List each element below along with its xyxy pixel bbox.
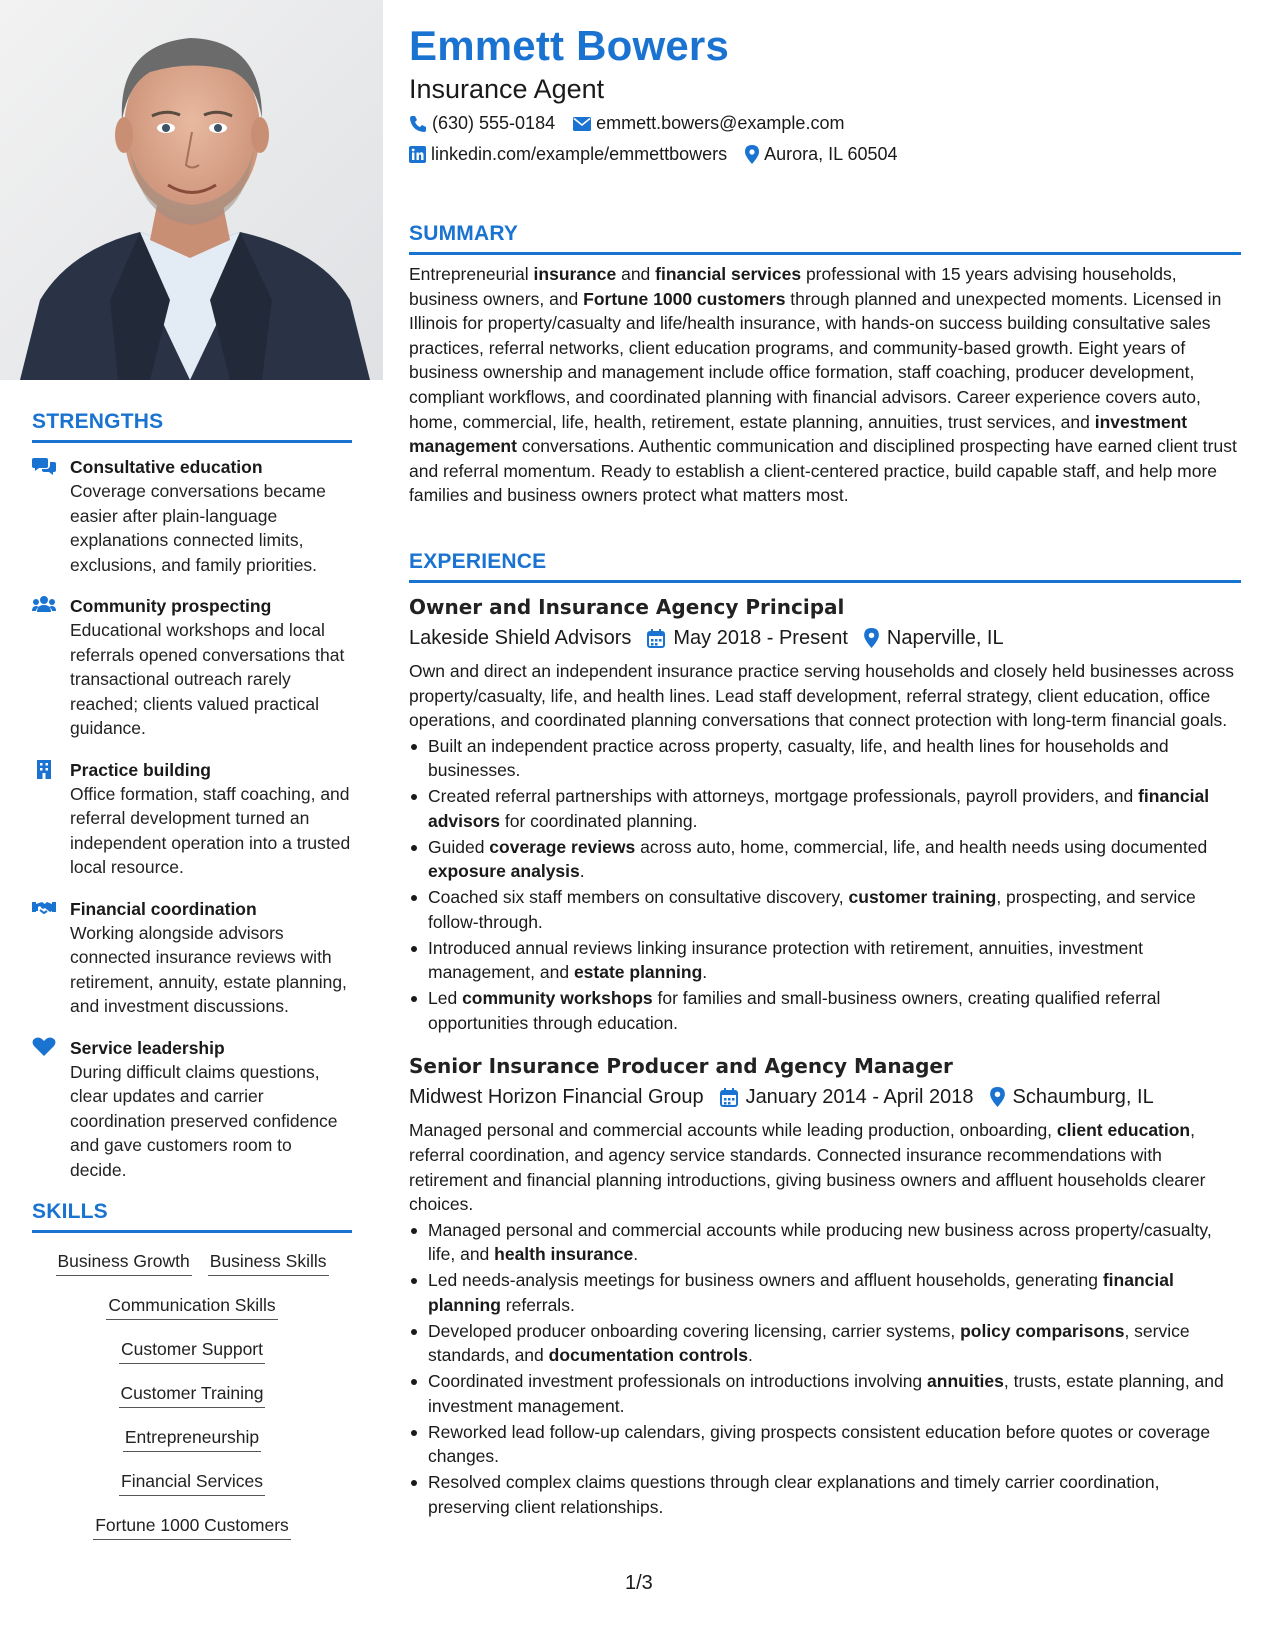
strength-description: During difficult claims questions, clear updates and carrier coordination preserved confidence and gave customers room to decide. bbox=[70, 1061, 338, 1180]
skills-heading: SKILLS bbox=[32, 1200, 352, 1233]
bullet-item: Coordinated investment professionals on introductions involving annuities, trusts, estate planning, and investment management. bbox=[409, 1369, 1241, 1418]
experience-list bbox=[409, 592, 1241, 1535]
job-meta bbox=[409, 623, 1241, 653]
strength-item bbox=[32, 1036, 352, 1183]
bullet-item: Led community workshops for families and small-business owners, creating qualified referral opportunities through education. bbox=[409, 986, 1241, 1035]
job-location bbox=[990, 1082, 1154, 1112]
linkedin-contact[interactable] bbox=[409, 144, 727, 165]
job-location bbox=[864, 623, 1004, 653]
dates-text: May 2018 - Present bbox=[673, 627, 848, 649]
strength-title: Practice building bbox=[70, 759, 211, 780]
skill-tag: Fortune 1000 Customers bbox=[93, 1513, 291, 1540]
skill-tag: Business Skills bbox=[208, 1249, 329, 1276]
job-dates bbox=[647, 623, 848, 653]
skills-list bbox=[32, 1249, 352, 1540]
phone-contact[interactable] bbox=[409, 113, 555, 134]
profile-photo bbox=[0, 0, 383, 380]
chat-bubbles-icon bbox=[32, 456, 56, 476]
users-icon bbox=[32, 595, 56, 615]
strength-description: Office formation, staff coaching, and referral development turned an independent operation into a trusted local resource. bbox=[70, 783, 351, 877]
linkedin-text: linkedin.com/example/emmettbowers bbox=[431, 144, 728, 164]
contact-row bbox=[409, 144, 916, 165]
job-description: Managed personal and commercial accounts while leading production, onboarding, client education, referral coordination, and agency service standards. Connected insurance recommendations with retirement and financial planning introductions, giving business owners and affluent households clearer choices. bbox=[409, 1120, 1206, 1215]
strength-title: Community prospecting bbox=[70, 596, 272, 616]
bullet-item: Built an independent practice across property, casualty, life, and health lines for households and businesses. bbox=[409, 734, 1241, 783]
phone-icon bbox=[409, 115, 427, 133]
calendar-icon bbox=[720, 1088, 738, 1107]
left-column bbox=[0, 0, 383, 1650]
job-bullets bbox=[409, 1218, 1241, 1520]
location-text: Aurora, IL 60504 bbox=[764, 144, 898, 164]
location-contact bbox=[745, 144, 897, 165]
bullet-item: Created referral partnerships with attorneys, mortgage professionals, payroll providers, and financial advisors for coordinated planning. bbox=[409, 784, 1241, 833]
experience-heading: EXPERIENCE bbox=[409, 550, 1241, 583]
bullet-item: Developed producer onboarding covering licensing, carrier systems, policy comparisons, service standards, and documentation controls. bbox=[409, 1319, 1241, 1368]
strength-title: Service leadership bbox=[70, 1037, 225, 1058]
candidate-name: Emmett Bowers bbox=[409, 22, 730, 69]
summary-heading: SUMMARY bbox=[409, 222, 1241, 255]
strengths-heading: STRENGTHS bbox=[32, 410, 352, 443]
job-bullets bbox=[409, 734, 1241, 1036]
skill-tag: Financial Services bbox=[119, 1469, 265, 1496]
strengths-list bbox=[32, 455, 352, 1182]
skill-tag: Communication Skills bbox=[106, 1293, 277, 1320]
skill-tag: Business Growth bbox=[56, 1249, 192, 1276]
skill-tag: Customer Training bbox=[119, 1381, 266, 1408]
company-name: Lakeside Shield Advisors bbox=[409, 627, 632, 649]
candidate-role: Insurance Agent bbox=[409, 74, 605, 104]
strength-item bbox=[32, 897, 352, 1019]
email-text: emmett.bowers@example.com bbox=[596, 113, 845, 133]
strength-description: Educational workshops and local referrals opened conversations that transactional outreach rarely reached; clients valued practical guidance. bbox=[70, 620, 345, 738]
strength-item bbox=[32, 594, 352, 741]
map-pin-icon bbox=[990, 1087, 1005, 1107]
summary-text: Entrepreneurial insurance and financial services professional with 15 years advising households, business owners, and Fortune 1000 customers through planned and unexpected moments. Licensed in Illinois for property/casualty and life/health insurance, with hands-on success building consultative sales practices, referral networks, client education programs, and community-based growth. Eight years of business ownership and management include office formation, staff coaching, producer development, compliant workflows, and coordinated planning with financial advisors. Career experience covers auto, home, commercial, life, health, retirement, estate planning, annuities, trust services, and investment management conversations. Authentic communication and disciplined prospecting have earned client trust and referral momentum. Ready to establish a client-centered practice, build capable staff, and help more families and business owners protect what matters most. bbox=[409, 264, 1237, 506]
bullet-item: Managed personal and commercial accounts while producing new business across property/casualty, life, and health insurance. bbox=[409, 1218, 1241, 1267]
map-pin-icon bbox=[864, 628, 879, 648]
job-dates bbox=[720, 1082, 974, 1112]
bullet-item: Coached six staff members on consultative discovery, customer training, prospecting, and service follow-through. bbox=[409, 885, 1241, 934]
job-meta bbox=[409, 1082, 1241, 1112]
left-content bbox=[32, 410, 352, 1557]
envelope-icon bbox=[573, 117, 591, 131]
calendar-icon bbox=[647, 629, 665, 648]
handshake-icon bbox=[32, 898, 56, 918]
bullet-item: Guided coverage reviews across auto, home, commercial, life, and health needs using documented exposure analysis. bbox=[409, 835, 1241, 884]
skill-tag: Customer Support bbox=[119, 1337, 265, 1364]
location-text: Naperville, IL bbox=[886, 627, 1004, 649]
job-entry bbox=[409, 592, 1241, 1035]
strength-title: Consultative education bbox=[70, 457, 263, 477]
company-name: Midwest Horizon Financial Group bbox=[409, 1086, 704, 1109]
bullet-item: Introduced annual reviews linking insurance protection with retirement, annuities, investment management, and estate planning. bbox=[409, 936, 1241, 985]
strength-title: Financial coordination bbox=[70, 898, 257, 919]
email-contact[interactable] bbox=[573, 113, 844, 134]
strength-description: Coverage conversations became easier after plain-language explanations connected limits, exclusions, and family priorities. bbox=[70, 481, 326, 575]
job-title: Owner and Insurance Agency Principal bbox=[409, 595, 845, 619]
strength-item bbox=[32, 758, 352, 880]
bullet-item: Led needs-analysis meetings for business owners and affluent households, generating financial planning referrals. bbox=[409, 1268, 1241, 1317]
job-entry bbox=[409, 1051, 1241, 1519]
dates-text: January 2014 - April 2018 bbox=[745, 1086, 974, 1109]
building-icon bbox=[32, 759, 56, 779]
page-number: 1/3 bbox=[625, 1572, 653, 1594]
phone-text: (630) 555-0184 bbox=[432, 113, 556, 133]
job-title: Senior Insurance Producer and Agency Manager bbox=[409, 1054, 953, 1079]
bullet-item: Resolved complex claims questions through clear explanations and timely carrier coordination, preserving client relationships. bbox=[409, 1470, 1241, 1519]
job-description: Own and direct an independent insurance practice serving households and closely held businesses across property/casualty, life, and health lines. Lead staff development, referral strategy, client education, office operations, and coordinated planning conversations that connect protection with long-term financial goals. bbox=[409, 661, 1234, 731]
map-pin-icon bbox=[745, 145, 759, 164]
linkedin-icon bbox=[409, 146, 426, 163]
strength-description: Working alongside advisors connected insurance reviews with retirement, annuity, estate planning, and investment discussions. bbox=[70, 922, 347, 1016]
heart-icon bbox=[32, 1037, 56, 1057]
skill-tag: Entrepreneurship bbox=[123, 1425, 261, 1452]
strength-item bbox=[32, 455, 352, 577]
location-text: Schaumburg, IL bbox=[1012, 1086, 1154, 1109]
bullet-item: Reworked lead follow-up calendars, giving prospects consistent education before quotes or coverage changes. bbox=[409, 1420, 1241, 1469]
contact-row bbox=[409, 113, 862, 134]
